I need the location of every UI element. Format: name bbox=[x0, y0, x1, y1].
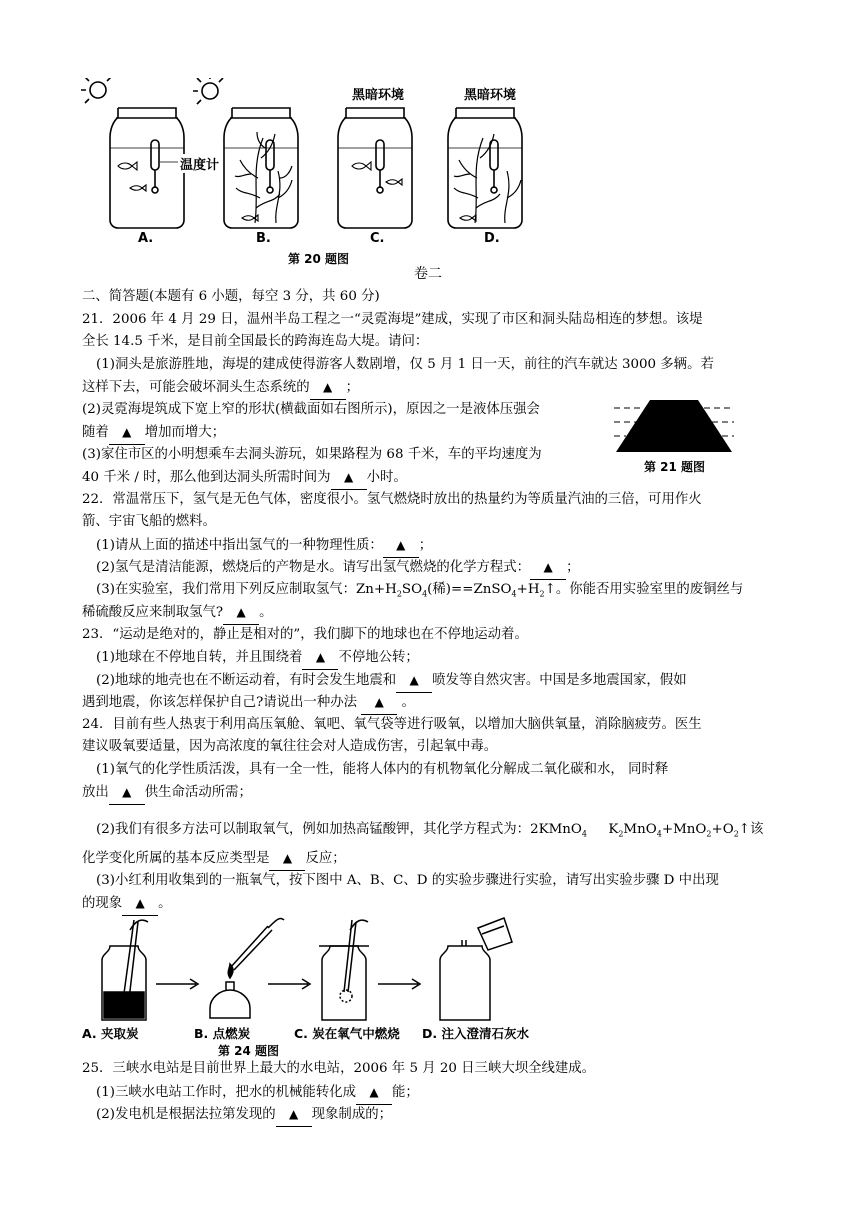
figure-20-caption: 第 20 题图 bbox=[288, 252, 350, 266]
q23-line-1: 23．“运动是绝对的，静止是相对的”，我们脚下的地球也在不停地运动着。 bbox=[82, 627, 528, 642]
step-b-label: B. 点燃炭 bbox=[194, 1026, 251, 1041]
answer-blank: ▲ bbox=[331, 466, 367, 490]
figure-24-drawing bbox=[82, 912, 562, 1032]
answer-blank: ▲ bbox=[361, 691, 397, 715]
figure-24 bbox=[82, 912, 562, 1062]
answer-blank: ▲ bbox=[269, 847, 305, 871]
dark-env-label-d: 黑暗环境 bbox=[464, 88, 517, 103]
answer-blank: ▲ bbox=[310, 376, 346, 400]
q21-p1-line-1: (1)洞头是旅游胜地，海堤的建成使得游客人数剧增，仅 5 月 1 日一天，前往的汽车就达 3000 多辆。若 bbox=[96, 357, 714, 372]
q22-p3-line-1: (3)在实验室，我们常用下列反应制取氢气：$Zn+H_2SO_4$(稀)$==ZnSO_4+H_2↑$。你能否用实验室里的废铜丝与 bbox=[96, 582, 744, 599]
answer-blank: ▲ bbox=[109, 421, 145, 445]
step-c-label: C. 炭在氧气中燃烧 bbox=[294, 1026, 400, 1041]
q25-line-1: 25．三峡水电站是目前世界上最大的水电站，2006 年 5 月 20 日三峡大坝全线建成。 bbox=[82, 1061, 596, 1076]
q21-line-1: 21．2006 年 4 月 29 日，温州半岛工程之一“灵霓海堤”建成，实现了市区和洞头陆岛相连的梦想。该堤 bbox=[82, 312, 703, 327]
answer-blank: ▲ bbox=[530, 556, 566, 580]
q21-p1-line-2: 这样下去，可能会破坏洞头生态系统的 ▲ ； bbox=[82, 376, 359, 400]
seawall-cross-section bbox=[614, 394, 734, 456]
q23-p1: (1)地球在不停地自转，并且围绕着 ▲ 不停地公转； bbox=[96, 646, 419, 670]
thermometer-label: 温度计 bbox=[180, 154, 219, 173]
answer-blank: ▲ bbox=[396, 669, 432, 693]
answer-blank: ▲ bbox=[223, 601, 259, 625]
q21-p2-line-1: (2)灵霓海堤筑成下宽上窄的形状(横截面如右图所示)，原因之一是液体压强会 bbox=[82, 402, 540, 417]
jar-label-c: C. bbox=[370, 231, 385, 246]
q24-p2-line-2: 化学变化所属的基本反应类型是 ▲ 反应； bbox=[82, 847, 346, 871]
figure-21 bbox=[614, 394, 734, 474]
step-a-label: A. 夹取炭 bbox=[82, 1026, 139, 1041]
figure-20 bbox=[80, 78, 550, 268]
q24-line-2: 建议吸氧要适量，因为高浓度的氧往往会对人造成伤害，引起氧中毒。 bbox=[82, 739, 498, 754]
answer-blank: ▲ bbox=[109, 781, 145, 805]
q25-p1: (1)三峡水电站工作时，把水的机械能转化成 ▲ 能； bbox=[96, 1081, 419, 1105]
q24-p3-line-1: (3)小红利用收集到的一瓶氧气，按下图中 A、B、C、D 的实验步骤进行实验，请写出实验步骤 D 中出现 bbox=[96, 873, 719, 888]
answer-blank: ▲ bbox=[122, 892, 158, 916]
jar-label-d: D. bbox=[484, 231, 500, 246]
answer-blank: ▲ bbox=[302, 646, 338, 670]
section-heading: 二、简答题(本题有 6 小题，每空 3 分，共 60 分) bbox=[82, 289, 380, 304]
section-volume-title: 卷二 bbox=[414, 266, 442, 282]
answer-blank: ▲ bbox=[383, 534, 419, 558]
q21-p3-line-2: 40 千米 / 时，那么他到达洞头所需时间为 ▲ 小时。 bbox=[82, 466, 407, 490]
jar-label-a: A. bbox=[138, 231, 154, 246]
q24-line-1: 24．目前有些人热衷于利用高压氧舱、氧吧、氧气袋等进行吸氧，以增加大脑供氧量，消除脑疲劳。医生 bbox=[82, 717, 702, 732]
q22-p1: (1)请从上面的描述中指出氢气的一种物理性质： ▲ ； bbox=[96, 534, 432, 558]
figure-24-caption: 第 24 题图 bbox=[218, 1044, 280, 1058]
q21-p2-line-2: 随着 ▲ 增加而增大； bbox=[82, 421, 225, 445]
q24-p2-line-1: (2)我们有很多方法可以制取氧气，例如加热高锰酸钾，其化学方程式为：2KMnO$_4$ $K_2MnO_4+MnO_2+O_2↑$该 bbox=[96, 822, 764, 839]
q23-p2-line-2: 遇到地震，你该怎样保护自己?请说出一种办法 ▲ 。 bbox=[82, 691, 415, 715]
q24-p1-line-2: 放出 ▲ 供生命活动所需； bbox=[82, 781, 252, 805]
q22-line-2: 箭、宇宙飞船的燃料。 bbox=[82, 514, 216, 529]
q21-line-2: 全长 14.5 千米，是目前全国最长的跨海连岛大堤。请问： bbox=[82, 334, 429, 349]
figure-21-caption: 第 21 题图 bbox=[644, 460, 706, 474]
answer-blank: ▲ bbox=[276, 1103, 312, 1127]
q24-p1-line-1: (1)氧气的化学性质活泼，具有一全一性，能将人体内的有机物氧化分解成二氧化碳和水， 同时释 bbox=[96, 762, 669, 777]
q23-p2-line-1: (2)地球的地壳也在不断运动着，有时会发生地震和 ▲ 喷发等自然灾害。中国是多地震国家，假如 bbox=[96, 669, 687, 693]
q22-p2: (2)氢气是清洁能源，燃烧后的产物是水。请写出氢气燃烧的化学方程式： ▲ ； bbox=[96, 556, 579, 580]
step-d-label: D. 注入澄清石灰水 bbox=[422, 1026, 529, 1041]
q21-p3-line-1: (3)家住市区的小明想乘车去洞头游玩，如果路程为 68 千米，车的平均速度为 bbox=[82, 447, 542, 462]
answer-blank: ▲ bbox=[356, 1081, 392, 1105]
q25-p2: (2)发电机是根据法拉第发现的 ▲ 现象制成的； bbox=[96, 1103, 392, 1127]
q24-p3-line-2: 的现象 ▲ 。 bbox=[82, 892, 172, 916]
dark-env-label-c: 黑暗环境 bbox=[352, 88, 405, 103]
jar-label-b: B. bbox=[256, 231, 271, 246]
q22-p3-line-2: 稀硫酸反应来制取氢气? ▲ 。 bbox=[82, 601, 272, 625]
q22-line-1: 22．常温常压下，氢气是无色气体，密度很小。氢气燃烧时放出的热量约为等质量汽油的三倍，可用作火 bbox=[82, 492, 702, 507]
